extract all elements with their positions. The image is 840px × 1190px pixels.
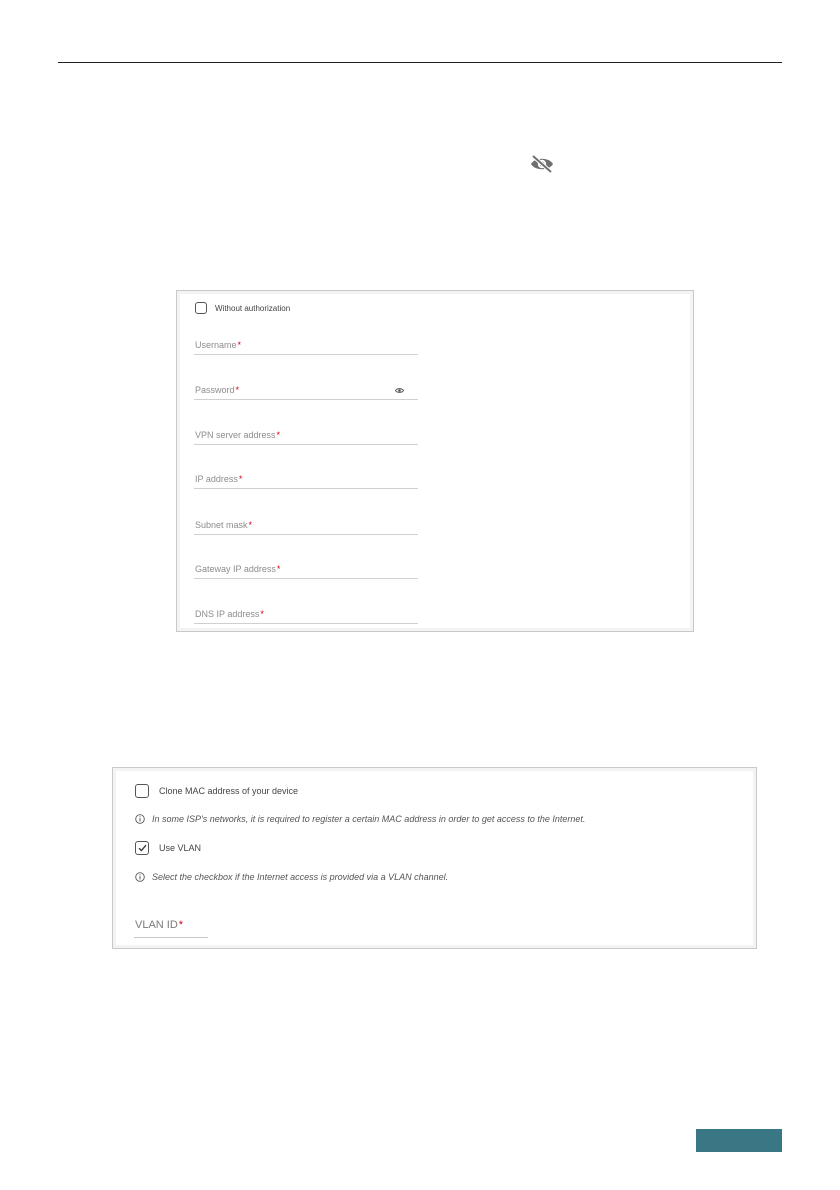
without-authorization-checkbox[interactable] (195, 302, 207, 314)
ip-address-field[interactable] (194, 466, 418, 489)
username-field[interactable] (194, 332, 418, 355)
without-authorization-row[interactable] (195, 302, 290, 314)
clone-mac-hint (135, 814, 585, 824)
required-mark: * (248, 520, 253, 530)
required-mark: * (235, 385, 240, 395)
info-icon (135, 872, 145, 882)
use-vlan-hint (135, 872, 448, 882)
required-mark: * (178, 919, 184, 931)
use-vlan-row[interactable] (135, 841, 201, 855)
dns-ip-address-label: DNS IP address (195, 609, 260, 619)
username-label: Username (195, 340, 237, 350)
page-number-badge (696, 1129, 782, 1152)
connection-settings-panel (176, 290, 694, 632)
gateway-ip-address-field[interactable] (194, 556, 418, 579)
required-mark: * (237, 340, 242, 350)
clone-mac-row[interactable] (135, 784, 298, 798)
vlan-id-label: VLAN ID (135, 919, 178, 931)
clone-mac-hint-text: In some ISP's networks, it is required to register a certain MAC address in order to get access to the Internet. (152, 814, 586, 824)
required-mark: * (260, 609, 264, 619)
required-mark: * (276, 564, 281, 574)
without-authorization-label: Without authorization (215, 303, 291, 313)
use-vlan-hint-text: Select the checkbox if the Internet access is provided via a VLAN channel. (152, 872, 449, 882)
gateway-ip-address-label: Gateway IP address (195, 564, 276, 574)
ip-address-label: IP address (195, 474, 238, 484)
password-field[interactable] (194, 377, 418, 400)
clone-mac-checkbox[interactable] (135, 784, 149, 798)
eye-slash-icon (529, 153, 555, 175)
vpn-server-address-field[interactable] (194, 422, 418, 445)
subnet-mask-label: Subnet mask (195, 520, 248, 530)
password-label: Password (195, 385, 235, 395)
required-mark: * (276, 430, 281, 440)
info-icon (135, 814, 145, 824)
header-rule (58, 62, 782, 63)
vpn-server-address-label: VPN server address (195, 430, 276, 440)
vlan-id-field[interactable] (134, 911, 208, 938)
use-vlan-checkbox[interactable] (135, 841, 149, 855)
use-vlan-label: Use VLAN (159, 843, 202, 853)
clone-mac-label: Clone MAC address of your device (159, 786, 299, 796)
check-icon (138, 844, 147, 852)
dns-ip-address-field[interactable] (194, 601, 418, 624)
subnet-mask-field[interactable] (194, 512, 418, 535)
mac-vlan-panel (112, 767, 757, 949)
eye-icon[interactable] (395, 387, 404, 394)
required-mark: * (238, 474, 243, 484)
